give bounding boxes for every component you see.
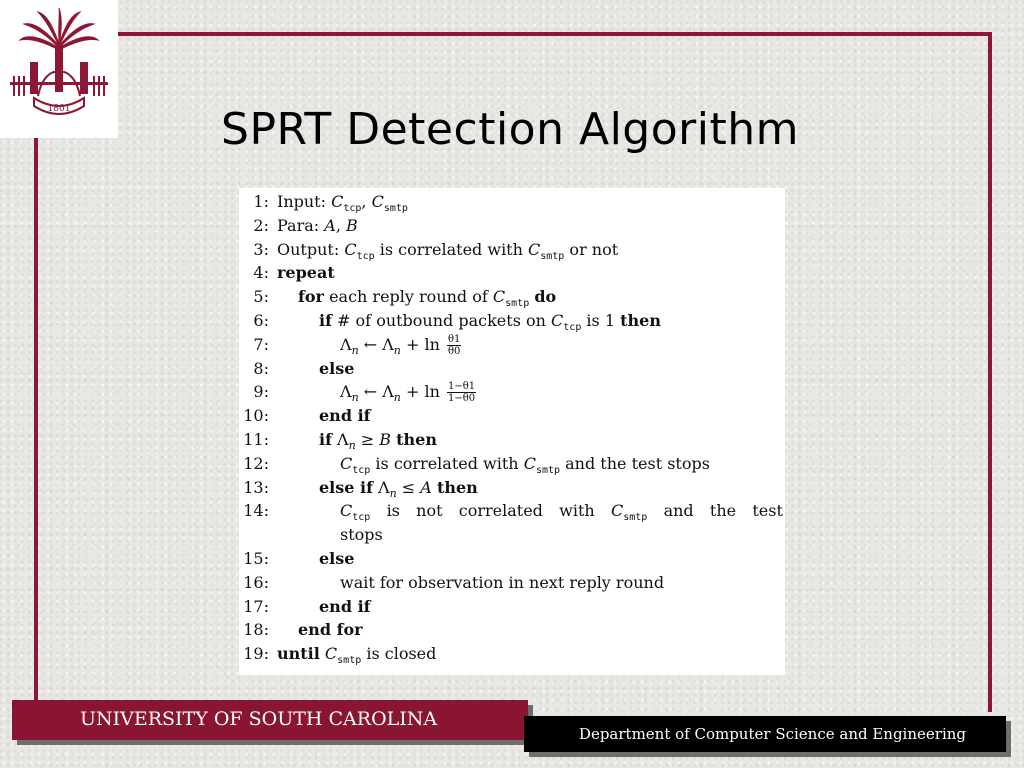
subscript: smtp	[505, 298, 530, 310]
line-number: 18:	[243, 620, 269, 640]
math-variable: C	[344, 239, 357, 259]
algorithm-line	[239, 190, 785, 214]
keyword: until	[277, 644, 320, 664]
algorithm-line	[239, 214, 785, 238]
text-fragment: ,	[335, 215, 346, 235]
text-fragment: test	[752, 501, 783, 521]
line-text	[340, 380, 476, 406]
department-name: Department of Computer Science and Engineering	[578, 725, 966, 743]
fraction-denominator: θ0	[447, 345, 461, 357]
keyword: if	[319, 310, 332, 330]
line-text	[319, 404, 371, 428]
line-number: 7:	[253, 334, 269, 354]
line-text	[340, 499, 783, 526]
keyword: do	[534, 287, 557, 307]
line-text	[277, 238, 618, 265]
math-subscript: n	[393, 343, 401, 357]
word	[459, 499, 543, 526]
algorithm-line	[239, 452, 785, 476]
subscript: tcp	[563, 321, 582, 333]
math-variable: B	[345, 215, 358, 235]
line-text	[277, 642, 436, 669]
line-number: 3:	[253, 239, 269, 259]
keyword: else	[319, 548, 355, 568]
line-text	[298, 285, 556, 312]
text-fragment: # of outbound packets on	[331, 310, 552, 330]
line-text	[319, 476, 478, 502]
keyword: end for	[298, 620, 363, 640]
math-variable: C	[551, 310, 564, 330]
word	[664, 499, 694, 526]
keyword: then	[436, 477, 478, 497]
line-number: 6:	[253, 310, 269, 330]
math-variable: C	[523, 453, 536, 473]
subscript: tcp	[352, 464, 371, 476]
algorithm-line	[239, 523, 785, 547]
keyword: else	[319, 358, 355, 378]
fraction-numerator: 1−θ1	[447, 381, 476, 393]
text-fragment: stops	[340, 525, 383, 545]
line-number: 11:	[243, 429, 269, 449]
line-number: 15:	[243, 548, 269, 568]
math-subscript: n	[389, 486, 397, 500]
math-variable: A	[324, 215, 336, 235]
subscript: smtp	[383, 203, 408, 214]
line-text	[319, 547, 354, 571]
university-name: UNIVERSITY OF SOUTH CAROLINA	[80, 708, 438, 730]
algorithm-line	[239, 499, 785, 523]
keyword: end if	[319, 406, 371, 426]
line-text	[298, 618, 363, 642]
subscript: tcp	[352, 512, 371, 524]
math-subscript: n	[351, 343, 359, 357]
word	[387, 499, 400, 526]
fraction-numerator: θ1	[447, 333, 461, 345]
svg-text:1801: 1801	[47, 104, 71, 114]
math-subscript: n	[348, 438, 356, 452]
algorithm-line	[239, 238, 785, 262]
algorithm-line	[239, 428, 785, 452]
line-number: 4:	[253, 263, 269, 283]
line-text	[340, 333, 461, 359]
math-variable: C	[610, 501, 624, 521]
text-fragment: and	[663, 501, 694, 521]
line-text	[277, 261, 335, 285]
subscript: tcp	[356, 250, 375, 262]
text-fragment: is correlated with	[370, 453, 524, 473]
line-number: 16:	[243, 572, 269, 592]
text-fragment: or not	[564, 239, 619, 259]
text-fragment: correlated	[458, 501, 543, 521]
word	[559, 499, 595, 526]
text-fragment: ≥	[355, 429, 380, 449]
department-banner	[524, 716, 1006, 752]
fraction	[447, 381, 476, 404]
line-text	[340, 571, 664, 595]
text-fragment: ← Λ	[358, 334, 394, 354]
text-fragment: Λ	[372, 477, 390, 497]
word	[416, 499, 442, 526]
text-fragment: wait for observation in next reply round	[340, 572, 665, 592]
algorithm-line	[239, 380, 785, 404]
frame-right-border	[988, 32, 992, 712]
line-text	[319, 428, 437, 454]
keyword: if	[319, 429, 332, 449]
word	[752, 499, 783, 526]
line-number: 17:	[243, 596, 269, 616]
frame-top-border	[34, 32, 992, 36]
text-fragment: the	[709, 501, 737, 521]
keyword: else if	[319, 477, 373, 497]
text-fragment: is closed	[361, 644, 437, 664]
algorithm-line	[239, 618, 785, 642]
text-fragment: is correlated with	[374, 239, 528, 259]
text-fragment: is	[386, 501, 400, 521]
subscript: smtp	[540, 250, 565, 262]
algorithm-line	[239, 404, 785, 428]
text-fragment: ← Λ	[358, 382, 394, 402]
line-number: 8:	[253, 358, 269, 378]
algorithm-line	[239, 642, 785, 666]
math-variable: C	[528, 239, 541, 259]
algorithm-line	[239, 476, 785, 500]
slide-title: SPRT Detection Algorithm	[221, 104, 799, 155]
line-text	[277, 214, 358, 238]
palmetto-tree-seal-icon	[0, 0, 118, 138]
university-banner	[12, 700, 528, 740]
text-fragment: Input:	[277, 192, 332, 211]
line-number: 1:	[253, 192, 269, 211]
math-subscript: n	[351, 391, 359, 405]
text-fragment: + ln	[400, 334, 445, 354]
line-text	[277, 190, 408, 217]
text-fragment: Λ	[340, 334, 352, 354]
text-fragment: Λ	[340, 382, 352, 402]
text-fragment: ,	[361, 192, 372, 211]
text-fragment: each reply round of	[323, 287, 493, 307]
line-number: 13:	[243, 477, 269, 497]
math-variable: C	[331, 192, 344, 211]
line-number: 19:	[243, 644, 269, 664]
keyword: repeat	[277, 263, 335, 283]
math-variable: C	[371, 192, 384, 211]
fraction-denominator: 1−θ0	[447, 393, 476, 405]
math-variable: C	[340, 453, 353, 473]
keyword: then	[620, 310, 661, 330]
fraction	[447, 334, 461, 357]
line-number: 12:	[243, 453, 269, 473]
word	[710, 499, 736, 526]
line-text	[319, 595, 371, 619]
keyword: then	[396, 429, 437, 449]
math-variable: A	[420, 477, 432, 497]
subscript: smtp	[623, 512, 648, 524]
line-text	[319, 357, 354, 381]
text-fragment: Λ	[331, 429, 349, 449]
text-fragment: with	[559, 501, 595, 521]
line-number: 2:	[253, 215, 269, 235]
subscript: smtp	[535, 464, 561, 476]
algorithm-line	[239, 261, 785, 285]
math-variable: C	[492, 287, 506, 307]
word	[611, 499, 647, 526]
line-text	[340, 452, 710, 479]
line-number: 14:	[243, 501, 269, 521]
line-number: 5:	[253, 287, 269, 307]
university-logo	[0, 0, 118, 138]
text-fragment: ≤	[396, 477, 421, 497]
text-fragment: is 1	[581, 310, 621, 330]
algorithm-line	[239, 285, 785, 309]
text-fragment: and the test stops	[560, 453, 710, 473]
line-number: 10:	[243, 406, 269, 426]
algorithm-listing	[239, 188, 785, 675]
keyword: end if	[319, 596, 371, 616]
algorithm-line	[239, 309, 785, 333]
math-variable: C	[324, 644, 338, 664]
algorithm-line	[239, 333, 785, 357]
subscript: tcp	[343, 203, 362, 214]
word	[340, 499, 370, 526]
line-text	[340, 523, 383, 547]
algorithm-line	[239, 595, 785, 619]
math-variable: B	[379, 429, 392, 449]
algorithm-line	[239, 547, 785, 571]
text-fragment: not	[416, 501, 443, 521]
math-subscript: n	[393, 391, 401, 405]
math-variable: C	[340, 501, 353, 521]
subscript: smtp	[337, 655, 362, 667]
text-fragment: Para:	[277, 215, 325, 235]
line-text	[319, 309, 661, 336]
keyword: for	[298, 287, 324, 307]
text-fragment: Output:	[277, 239, 345, 259]
text-fragment: + ln	[400, 382, 445, 402]
algorithm-line	[239, 571, 785, 595]
line-number: 9:	[253, 382, 269, 402]
algorithm-line	[239, 357, 785, 381]
